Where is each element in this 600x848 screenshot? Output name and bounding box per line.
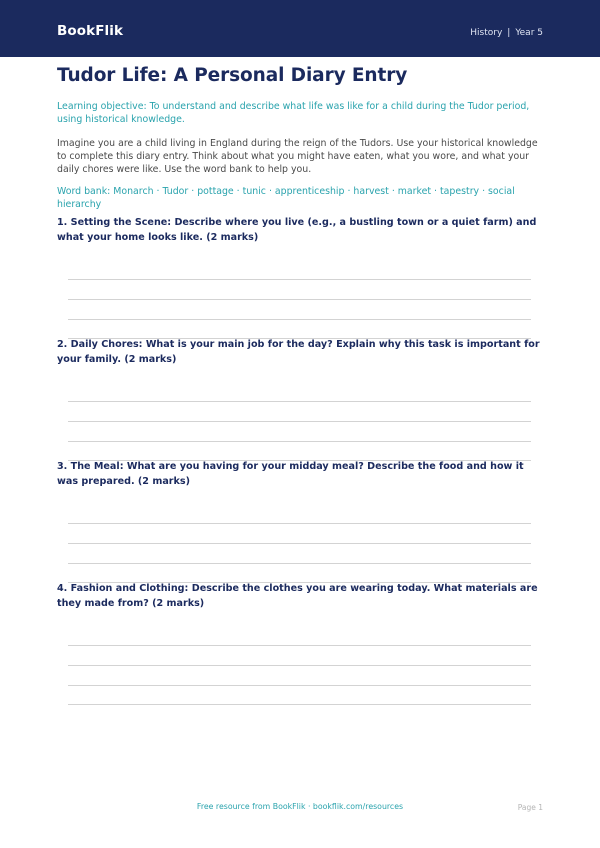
subject-label: History [470, 28, 503, 38]
answer-line[interactable] [68, 543, 531, 544]
header-meta [470, 28, 543, 38]
page-header [0, 0, 600, 57]
answer-line[interactable] [68, 645, 531, 646]
question-2-text: 2. Daily Chores: What is your main job for the day? Explain why this task is important for your family. (2 marks) [57, 339, 540, 365]
intro-text: Imagine you are a child living in England during the reign of the Tudors. Use your historical knowledge to complete this diary entry. Think about what you might have eaten, what you wore, and what your daily chores were like. Use the word bank to help you. [57, 138, 538, 175]
page-number: Page 1 [517, 803, 543, 812]
question-1 [57, 216, 543, 245]
answer-line[interactable] [68, 563, 531, 564]
learning-objective: Learning objective: To understand and describe what life was like for a child during the Tudor period, using historical knowledge. [57, 101, 530, 125]
brand-logo: BookFlik [57, 23, 124, 39]
footer-text: Free resource from BookFlik · bookflik.com/resources [196, 802, 404, 811]
answer-line[interactable] [68, 685, 531, 686]
answer-line[interactable] [68, 665, 531, 666]
answer-line[interactable] [68, 401, 531, 402]
header-separator: | [507, 28, 511, 38]
question-4-text: 4. Fashion and Clothing: Describe the clothes you are wearing today. What materials are they made from? (2 marks) [57, 583, 538, 609]
answer-line[interactable] [68, 299, 531, 300]
question-1-text: 1. Setting the Scene: Describe where you live (e.g., a bustling town or a quiet farm) and what your home looks like. (2 marks) [57, 217, 537, 243]
answer-line[interactable] [68, 319, 531, 320]
answer-line[interactable] [68, 523, 531, 524]
answer-line[interactable] [68, 704, 531, 705]
answer-line[interactable] [68, 421, 531, 422]
question-3 [57, 460, 543, 489]
answer-line[interactable] [68, 279, 531, 280]
question-2 [57, 338, 543, 367]
answer-line[interactable] [68, 441, 531, 442]
year-label: Year 5 [515, 28, 543, 38]
page-title: Tudor Life: A Personal Diary Entry [57, 65, 408, 86]
question-4 [57, 582, 543, 611]
word-bank: Word bank: Monarch · Tudor · pottage · tunic · apprenticeship · harvest · market · tapestry · social hierarchy [57, 186, 515, 210]
question-3-text: 3. The Meal: What are you having for your midday meal? Describe the food and how it was prepared. (2 marks) [57, 461, 524, 487]
